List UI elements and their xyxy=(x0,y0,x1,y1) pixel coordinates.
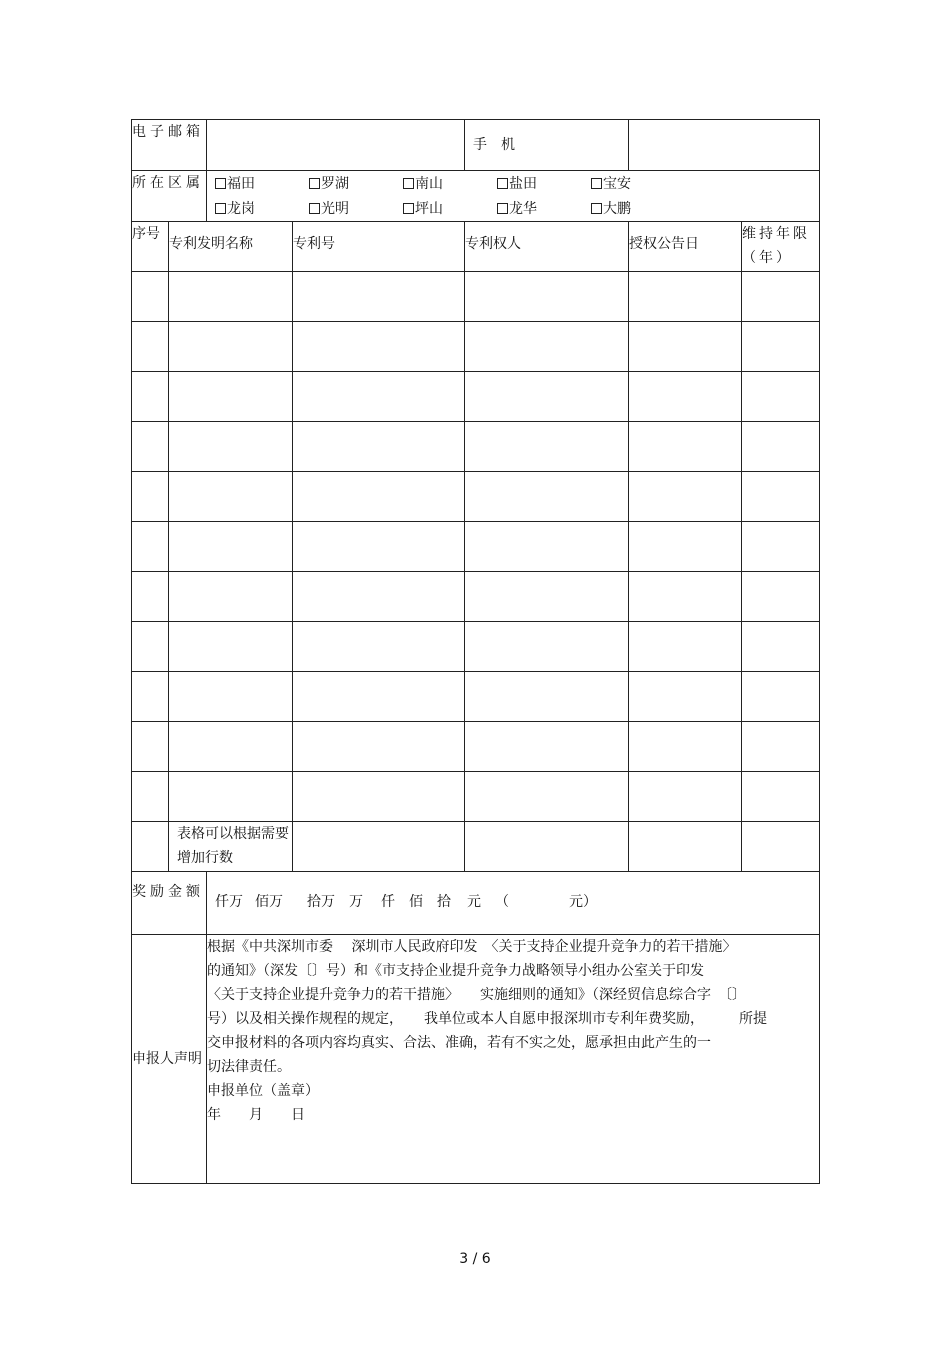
table-cell[interactable] xyxy=(132,272,169,322)
district-row xyxy=(132,171,820,222)
checkbox-icon[interactable] xyxy=(215,203,226,214)
district-option[interactable] xyxy=(497,172,591,196)
district-option-label: 盐田 xyxy=(509,175,537,192)
checkbox-icon[interactable] xyxy=(215,178,226,189)
table-cell[interactable] xyxy=(742,772,820,822)
table-cell[interactable] xyxy=(169,472,293,522)
table-cell[interactable] xyxy=(465,722,629,772)
table-cell[interactable] xyxy=(293,272,465,322)
header-patent-number: 专利号 xyxy=(293,222,465,272)
district-option-label: 罗湖 xyxy=(321,175,349,192)
district-option[interactable] xyxy=(403,172,497,196)
table-cell[interactable] xyxy=(742,572,820,622)
district-option-label: 福田 xyxy=(227,175,255,192)
table-cell[interactable] xyxy=(293,772,465,822)
table-cell[interactable] xyxy=(629,522,742,572)
table-cell[interactable] xyxy=(293,422,465,472)
table-cell[interactable] xyxy=(293,622,465,672)
table-cell[interactable] xyxy=(169,272,293,322)
table-cell[interactable] xyxy=(742,722,820,772)
table-cell[interactable] xyxy=(629,372,742,422)
table-cell[interactable] xyxy=(742,522,820,572)
declaration-line: 〈关于支持企业提升竞争力的若干措施〉 实施细则的通知》（深经贸信息综合字 〔〕 xyxy=(207,987,746,1003)
table-cell[interactable] xyxy=(293,722,465,772)
table-cell[interactable] xyxy=(465,422,629,472)
table-cell[interactable] xyxy=(742,422,820,472)
note-serial-cell xyxy=(132,822,169,872)
table-cell[interactable] xyxy=(465,672,629,722)
table-cell[interactable] xyxy=(169,372,293,422)
table-cell[interactable] xyxy=(132,672,169,722)
table-cell[interactable] xyxy=(169,522,293,572)
email-field[interactable] xyxy=(207,120,465,171)
header-grant-date: 授权公告日 xyxy=(629,222,742,272)
table-cell[interactable] xyxy=(629,272,742,322)
declaration-line: 交申报材料的各项内容均真实、合法、准确，若有不实之处，愿承担由此产生的一 xyxy=(207,1035,711,1051)
amount-unit-label: 元 xyxy=(467,894,481,910)
district-option-label: 龙岗 xyxy=(227,200,255,217)
header-patent-name: 专利发明名称 xyxy=(169,222,293,272)
district-options-row xyxy=(215,196,819,221)
table-cell[interactable] xyxy=(132,522,169,572)
declaration-line: 年 月 日 xyxy=(207,1107,305,1123)
table-cell[interactable] xyxy=(629,622,742,672)
table-cell[interactable] xyxy=(742,372,820,422)
table-cell[interactable] xyxy=(293,472,465,522)
district-option[interactable] xyxy=(591,172,685,196)
checkbox-icon[interactable] xyxy=(591,203,602,214)
table-row xyxy=(132,672,820,722)
header-maintenance-years: 维持年限（年） xyxy=(742,222,820,272)
declaration-line: 申报单位（盖章） xyxy=(207,1083,319,1099)
table-cell[interactable] xyxy=(629,672,742,722)
declaration-line: 根据《中共深圳市委 深圳市人民政府印发 〈关于支持企业提升竞争力的若干措施〉 xyxy=(207,939,737,955)
table-cell[interactable] xyxy=(465,622,629,672)
email-label: 电子邮箱 xyxy=(132,120,207,171)
checkbox-icon[interactable] xyxy=(497,178,508,189)
district-option[interactable] xyxy=(309,172,403,196)
table-cell[interactable] xyxy=(132,322,169,372)
table-cell[interactable] xyxy=(629,322,742,372)
amount-unit-label: 万 xyxy=(349,894,363,910)
table-cell[interactable] xyxy=(742,622,820,672)
table-cell[interactable] xyxy=(169,622,293,672)
amount-unit-label: 拾万 xyxy=(307,894,335,910)
table-cell[interactable] xyxy=(132,722,169,772)
table-row xyxy=(132,572,820,622)
table-cell[interactable] xyxy=(293,322,465,372)
note-cell[interactable] xyxy=(629,822,742,872)
district-option-label: 大鹏 xyxy=(603,200,631,217)
declaration-text xyxy=(207,935,820,1184)
table-cell[interactable] xyxy=(293,522,465,572)
table-row xyxy=(132,422,820,472)
declaration-line: 的通知》（深发〔〕号）和《市支持企业提升竞争力战略领导小组办公室关于印发 xyxy=(207,963,704,979)
table-cell[interactable] xyxy=(742,322,820,372)
note-cell[interactable] xyxy=(293,822,465,872)
table-cell[interactable] xyxy=(629,422,742,472)
award-amount-field[interactable] xyxy=(207,872,820,935)
table-cell[interactable] xyxy=(169,672,293,722)
declaration-line: 切法律责任。 xyxy=(207,1059,291,1075)
district-option[interactable] xyxy=(309,197,403,221)
declaration-row xyxy=(132,935,820,1184)
table-cell[interactable] xyxy=(465,772,629,822)
table-row xyxy=(132,322,820,372)
table-cell[interactable] xyxy=(132,422,169,472)
amount-unit-label: （ xyxy=(495,894,509,910)
table-cell[interactable] xyxy=(132,372,169,422)
checkbox-icon[interactable] xyxy=(497,203,508,214)
table-row xyxy=(132,722,820,772)
district-options xyxy=(207,171,820,222)
table-cell[interactable] xyxy=(465,322,629,372)
district-option[interactable] xyxy=(403,197,497,221)
table-row xyxy=(132,622,820,672)
district-option[interactable] xyxy=(497,197,591,221)
checkbox-icon[interactable] xyxy=(403,178,414,189)
add-rows-note: 表格可以根据需要增加行数 xyxy=(169,822,293,872)
checkbox-icon[interactable] xyxy=(591,178,602,189)
award-amount-units xyxy=(207,872,819,932)
table-cell[interactable] xyxy=(465,272,629,322)
table-cell[interactable] xyxy=(629,572,742,622)
table-cell[interactable] xyxy=(169,722,293,772)
table-row xyxy=(132,372,820,422)
table-cell[interactable] xyxy=(132,472,169,522)
table-cell[interactable] xyxy=(169,572,293,622)
contact-row xyxy=(132,120,820,171)
amount-unit-label: 仟万 xyxy=(215,894,243,910)
patent-application-form xyxy=(131,119,820,1184)
table-cell[interactable] xyxy=(293,372,465,422)
table-cell[interactable] xyxy=(742,672,820,722)
table-row xyxy=(132,522,820,572)
phone-field[interactable] xyxy=(629,120,820,171)
table-cell[interactable] xyxy=(742,272,820,322)
table-cell[interactable] xyxy=(132,572,169,622)
amount-unit-label: 元） xyxy=(569,894,597,910)
table-cell[interactable] xyxy=(629,472,742,522)
table-cell[interactable] xyxy=(465,472,629,522)
declaration-label: 申报人声明 xyxy=(132,935,207,1184)
award-row xyxy=(132,872,820,935)
district-option-label: 坪山 xyxy=(415,200,443,217)
district-option[interactable] xyxy=(215,172,309,196)
district-option-label: 龙华 xyxy=(509,200,537,217)
table-cell[interactable] xyxy=(293,572,465,622)
phone-label: 手 机 xyxy=(465,120,629,171)
table-cell[interactable] xyxy=(169,772,293,822)
table-row xyxy=(132,772,820,822)
amount-unit-label: 佰 xyxy=(409,894,423,910)
district-options-row xyxy=(215,171,819,196)
district-option[interactable] xyxy=(591,197,685,221)
amount-unit-label: 佰万 xyxy=(255,894,283,910)
table-cell[interactable] xyxy=(169,322,293,372)
table-row xyxy=(132,272,820,322)
header-patent-holder: 专利权人 xyxy=(465,222,629,272)
page-number: 3 / 6 xyxy=(459,1251,491,1267)
patent-table-header xyxy=(132,222,820,272)
table-cell[interactable] xyxy=(132,772,169,822)
table-cell[interactable] xyxy=(465,372,629,422)
header-serial: 序号 xyxy=(132,222,169,272)
table-cell[interactable] xyxy=(293,672,465,722)
table-cell[interactable] xyxy=(629,722,742,772)
note-cell[interactable] xyxy=(742,822,820,872)
district-option-label: 光明 xyxy=(321,200,349,217)
table-cell[interactable] xyxy=(132,622,169,672)
district-label: 所在区属 xyxy=(132,171,207,222)
table-cell[interactable] xyxy=(742,472,820,522)
table-cell[interactable] xyxy=(169,422,293,472)
district-option[interactable] xyxy=(215,197,309,221)
district-option-label: 南山 xyxy=(415,175,443,192)
award-label: 奖励金额 xyxy=(132,872,207,935)
table-row xyxy=(132,472,820,522)
checkbox-icon[interactable] xyxy=(309,178,320,189)
note-cell[interactable] xyxy=(465,822,629,872)
amount-unit-label: 仟 xyxy=(381,894,395,910)
table-cell[interactable] xyxy=(629,772,742,822)
table-cell[interactable] xyxy=(465,522,629,572)
checkbox-icon[interactable] xyxy=(309,203,320,214)
declaration-line: 号）以及相关操作规程的规定， 我单位或本人自愿申报深圳市专利年费奖励， 所提 xyxy=(207,1011,767,1027)
table-cell[interactable] xyxy=(465,572,629,622)
district-option-label: 宝安 xyxy=(603,175,631,192)
checkbox-icon[interactable] xyxy=(403,203,414,214)
patent-note-row xyxy=(132,822,820,872)
amount-unit-label: 拾 xyxy=(437,894,451,910)
